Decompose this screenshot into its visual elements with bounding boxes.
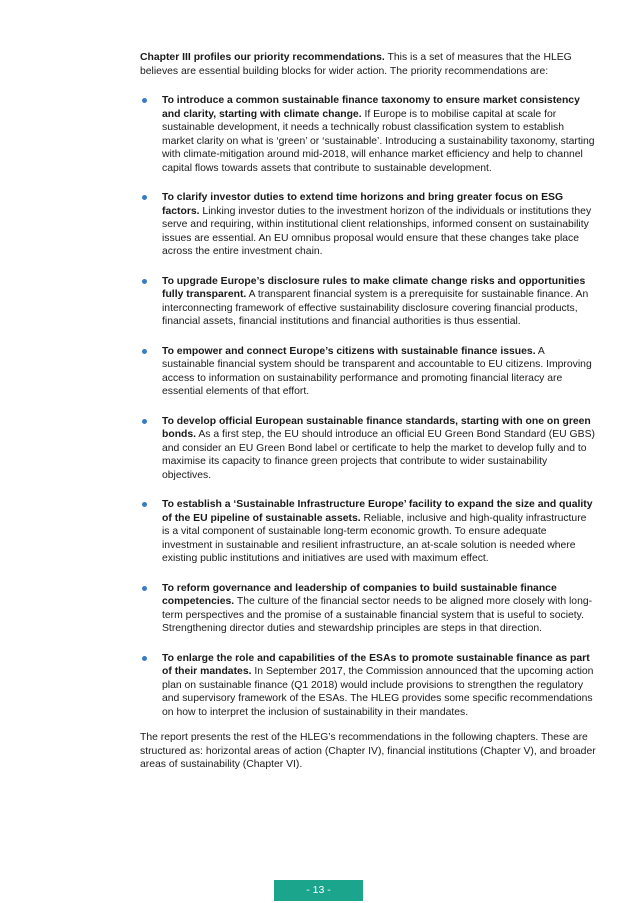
- list-item: [140, 415, 596, 483]
- recommendations-list: [140, 94, 596, 719]
- recommendation-text: As a first step, the EU should introduce an official EU Green Bond Standard (EU GBS) and consider an EU Green Bond label or certificate to help the market to develop fully and to maximise its capacity to finance green projects that contribute to wider sustainability objectives.: [162, 429, 595, 481]
- page-number-badge: - 13 -: [274, 880, 363, 901]
- list-item: [140, 94, 596, 175]
- recommendation-text: If Europe is to mobilise capital at scale for sustainable development, it needs a technically robust classification system to establish market clarity on what is ‘green’ or ‘sustainable’. Introducing a sustainability taxonomy, starting with climate-mitigation around mid-2018, will enhance market efficiency and help to channel capital flows towards assets that contribute to sustainable development.: [162, 108, 595, 174]
- recommendation-title: To enlarge the role and capabilities of the ESAs to promote sustainable finance as part of their mandates.: [162, 652, 590, 677]
- list-item: [140, 582, 596, 636]
- recommendation-text: In September 2017, the Commission announced that the upcoming action plan on sustainable finance (Q1 2018) would include provisions to strengthen the regulatory and supervisory framework of the ESAs. The HLEG provides some specific recommendations on how to interpret the inclusion of sustainability in their mandates.: [162, 666, 594, 718]
- bullet-icon: [142, 502, 147, 507]
- recommendation-text: A sustainable financial system should be transparent and accountable to EU citizens. Improving access to information on sustainability performance and promoting financial literacy are essential elements of that effort.: [162, 345, 592, 397]
- list-item: [140, 498, 596, 566]
- bullet-icon: [142, 656, 147, 661]
- recommendation-title: To clarify investor duties to extend time horizons and bring greater focus on ESG factors.: [162, 192, 564, 217]
- list-item: [140, 191, 596, 259]
- intro-text: This is a set of measures that the HLEG believes are essential building blocks for wider action. The priority recommendations are:: [140, 52, 572, 77]
- page-content: [140, 51, 596, 772]
- bullet-icon: [142, 419, 147, 424]
- list-item: [140, 345, 596, 399]
- bullet-icon: [142, 98, 147, 103]
- recommendation-text: Reliable, inclusive and high-quality infrastructure is a vital component of sustainable long-term economic growth. To ensure adequate investment in sustainable and resilient infrastructure, an at-scale solution is needed where existing public institutions and initiatives are used with maximum effect.: [162, 512, 587, 564]
- list-item: [140, 275, 596, 329]
- recommendation-text: The culture of the financial sector needs to be aligned more closely with long-term perspectives and the promise of a sustainable financial system that is useful to society. Strengthening director duties and stewardship principles are steps in that direction.: [162, 596, 593, 634]
- recommendation-title: To develop official European sustainable finance standards, starting with one on green bonds.: [162, 415, 591, 440]
- bullet-icon: [142, 586, 147, 591]
- recommendation-title: To upgrade Europe’s disclosure rules to make climate change risks and opportunities fully transparent.: [162, 275, 586, 300]
- recommendation-title: To establish a ‘Sustainable Infrastructure Europe’ facility to expand the size and quality of the EU pipeline of sustainable assets.: [162, 499, 593, 524]
- bullet-icon: [142, 349, 147, 354]
- bullet-icon: [142, 195, 147, 200]
- intro-bold: Chapter III profiles our priority recommendations.: [140, 52, 385, 63]
- intro-paragraph: [140, 51, 596, 78]
- recommendation-title: To reform governance and leadership of companies to build sustainable finance competencies.: [162, 582, 557, 607]
- bullet-icon: [142, 279, 147, 284]
- recommendation-text: Linking investor duties to the investment horizon of the individuals or institutions they serve and requiring, within institutional client relationships, informed consent on sustainability issues are essential. An EU omnibus proposal would ensure that these changes take place across the entire investment chain.: [162, 205, 592, 257]
- recommendation-title: To introduce a common sustainable finance taxonomy to ensure market consistency and clarity, starting with climate change.: [162, 95, 580, 120]
- list-item: [140, 652, 596, 720]
- closing-paragraph: The report presents the rest of the HLEG’s recommendations in the following chapters. These are structured as: horizontal areas of action (Chapter IV), financial institutions (Chapter V), and broader areas of sustainability (Chapter VI).: [140, 732, 596, 770]
- recommendation-title: To empower and connect Europe’s citizens with sustainable finance issues.: [162, 345, 536, 357]
- recommendation-text: A transparent financial system is a prerequisite for sustainable finance. An interconnecting framework of effective sustainability disclosure covering financial products, financial assets, financial institutions and financial authorities is thus essential.: [162, 289, 589, 327]
